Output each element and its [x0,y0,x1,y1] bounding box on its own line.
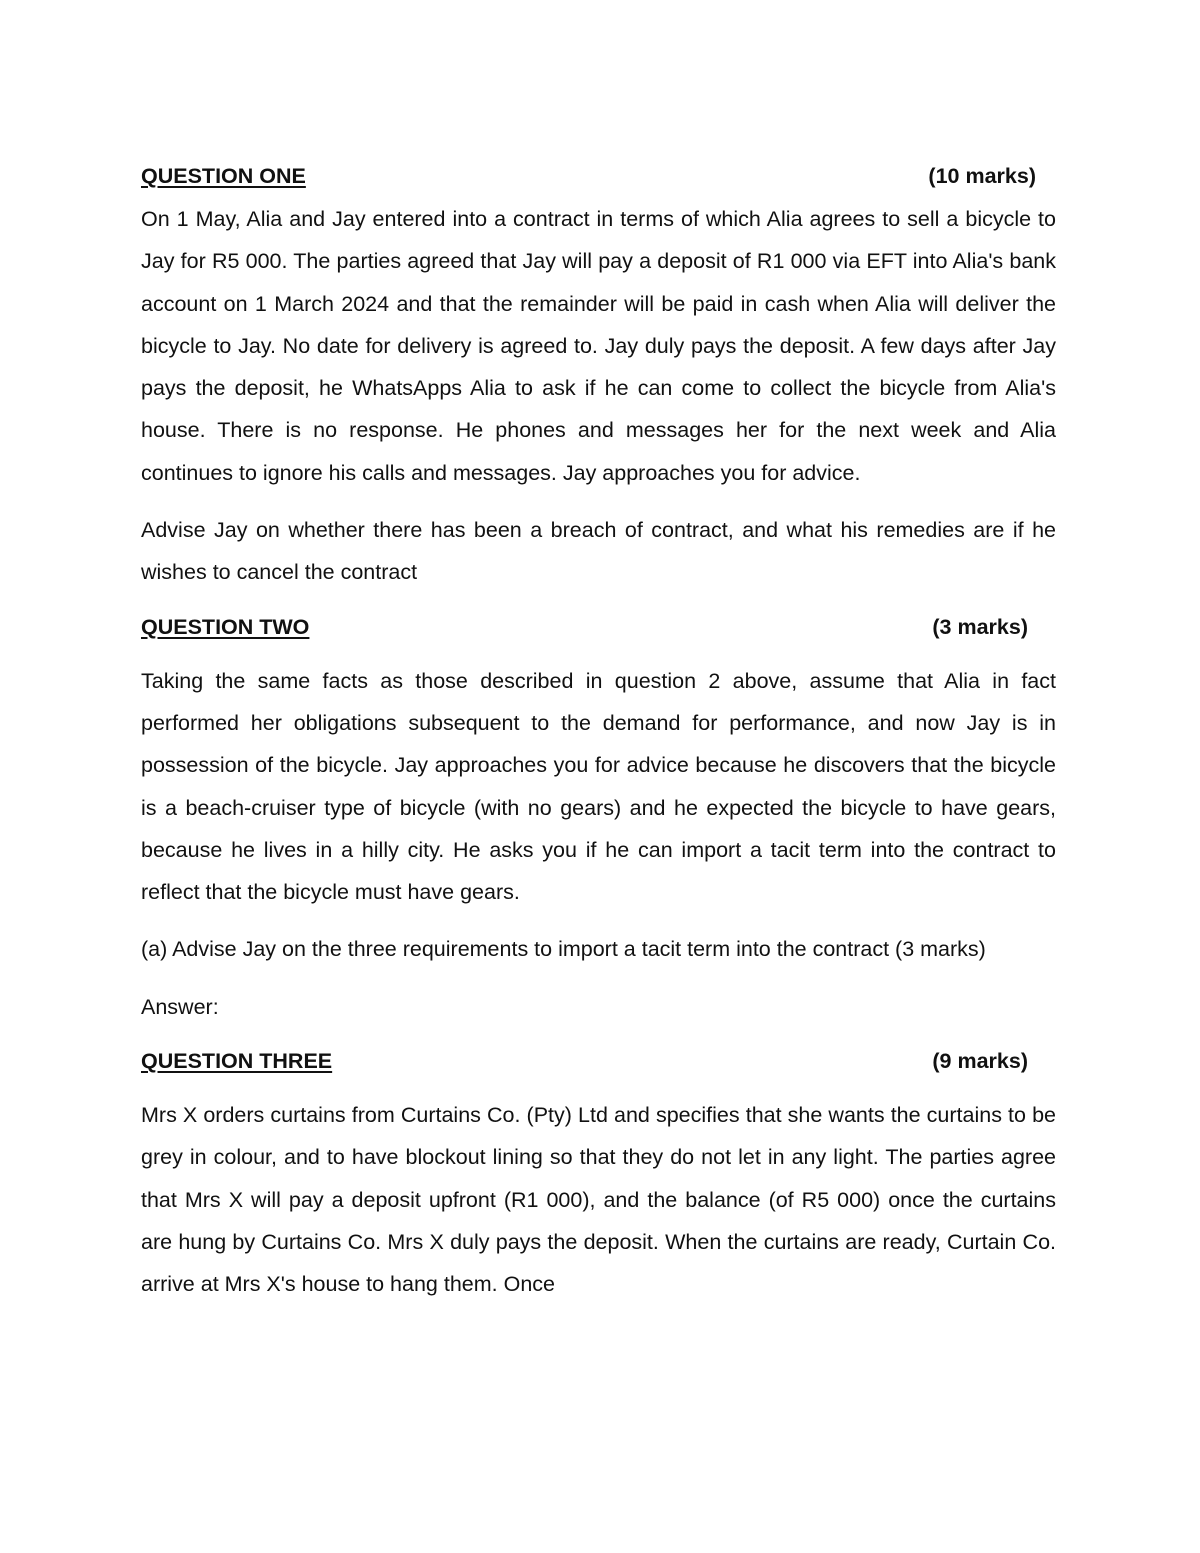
question-three-paragraph-1: Mrs X orders curtains from Curtains Co. (Pty) Ltd and specifies that she wants the curtains to be grey in colour, and to have blockout lining so that they do not let in any light. The parties agree that Mrs X will pay a deposit upfront (R1 000), and the balance (of R5 000) once the curtains are hung by Curtains Co. Mrs X duly pays the deposit. When the curtains are ready, Curtain Co. arrive at Mrs X's house to hang them. Once [141,1103,1056,1297]
question-two-answer-label: Answer: [141,994,219,1019]
question-three-header [141,1043,1056,1079]
question-two-title: QUESTION TWO [141,614,310,639]
question-one-header [141,158,1056,194]
question-three-marks: (9 marks) [932,1049,1028,1074]
question-one-paragraph-1: On 1 May, Alia and Jay entered into a contract in terms of which Alia agrees to sell a bicycle to Jay for R5 000. The parties agreed that Jay will pay a deposit of R1 000 via EFT into Alia's bank account on 1 March 2024 and that the remainder will be paid in cash when Alia will deliver the bicycle to Jay. No date for delivery is agreed to. Jay duly pays the deposit. A few days after Jay pays the deposit, he WhatsApps Alia to ask if he can come to collect the bicycle from Alia's house. There is no response. He phones and messages her for the next week and Alia continues to ignore his calls and messages. Jay approaches you for advice. [141,207,1056,485]
question-two-header [141,609,1056,645]
question-three-title: QUESTION THREE [141,1049,333,1074]
question-two-paragraph-1: Taking the same facts as those described in question 2 above, assume that Alia in fact performed her obligations subsequent to the demand for performance, and now Jay is in possession of the bicycle. Jay approaches you for advice because he discovers that the bicycle is a beach-cruiser type of bicycle (with no gears) and he expected the bicycle to have gears, because he lives in a hilly city. He asks you if he can import a tacit term into the contract to reflect that the bicycle must have gears. [141,668,1056,905]
question-two-paragraph-2: (a) Advise Jay on the three requirements to import a tacit term into the contract (3 marks) [141,937,986,962]
question-one-paragraph-2: Advise Jay on whether there has been a breach of contract, and what his remedies are if he wishes to cancel the contract [141,518,1056,585]
document-page [141,158,1056,1321]
question-one-title: QUESTION ONE [141,164,306,188]
question-one-marks: (10 marks) [928,164,1036,188]
question-two-marks: (3 marks) [932,614,1028,639]
